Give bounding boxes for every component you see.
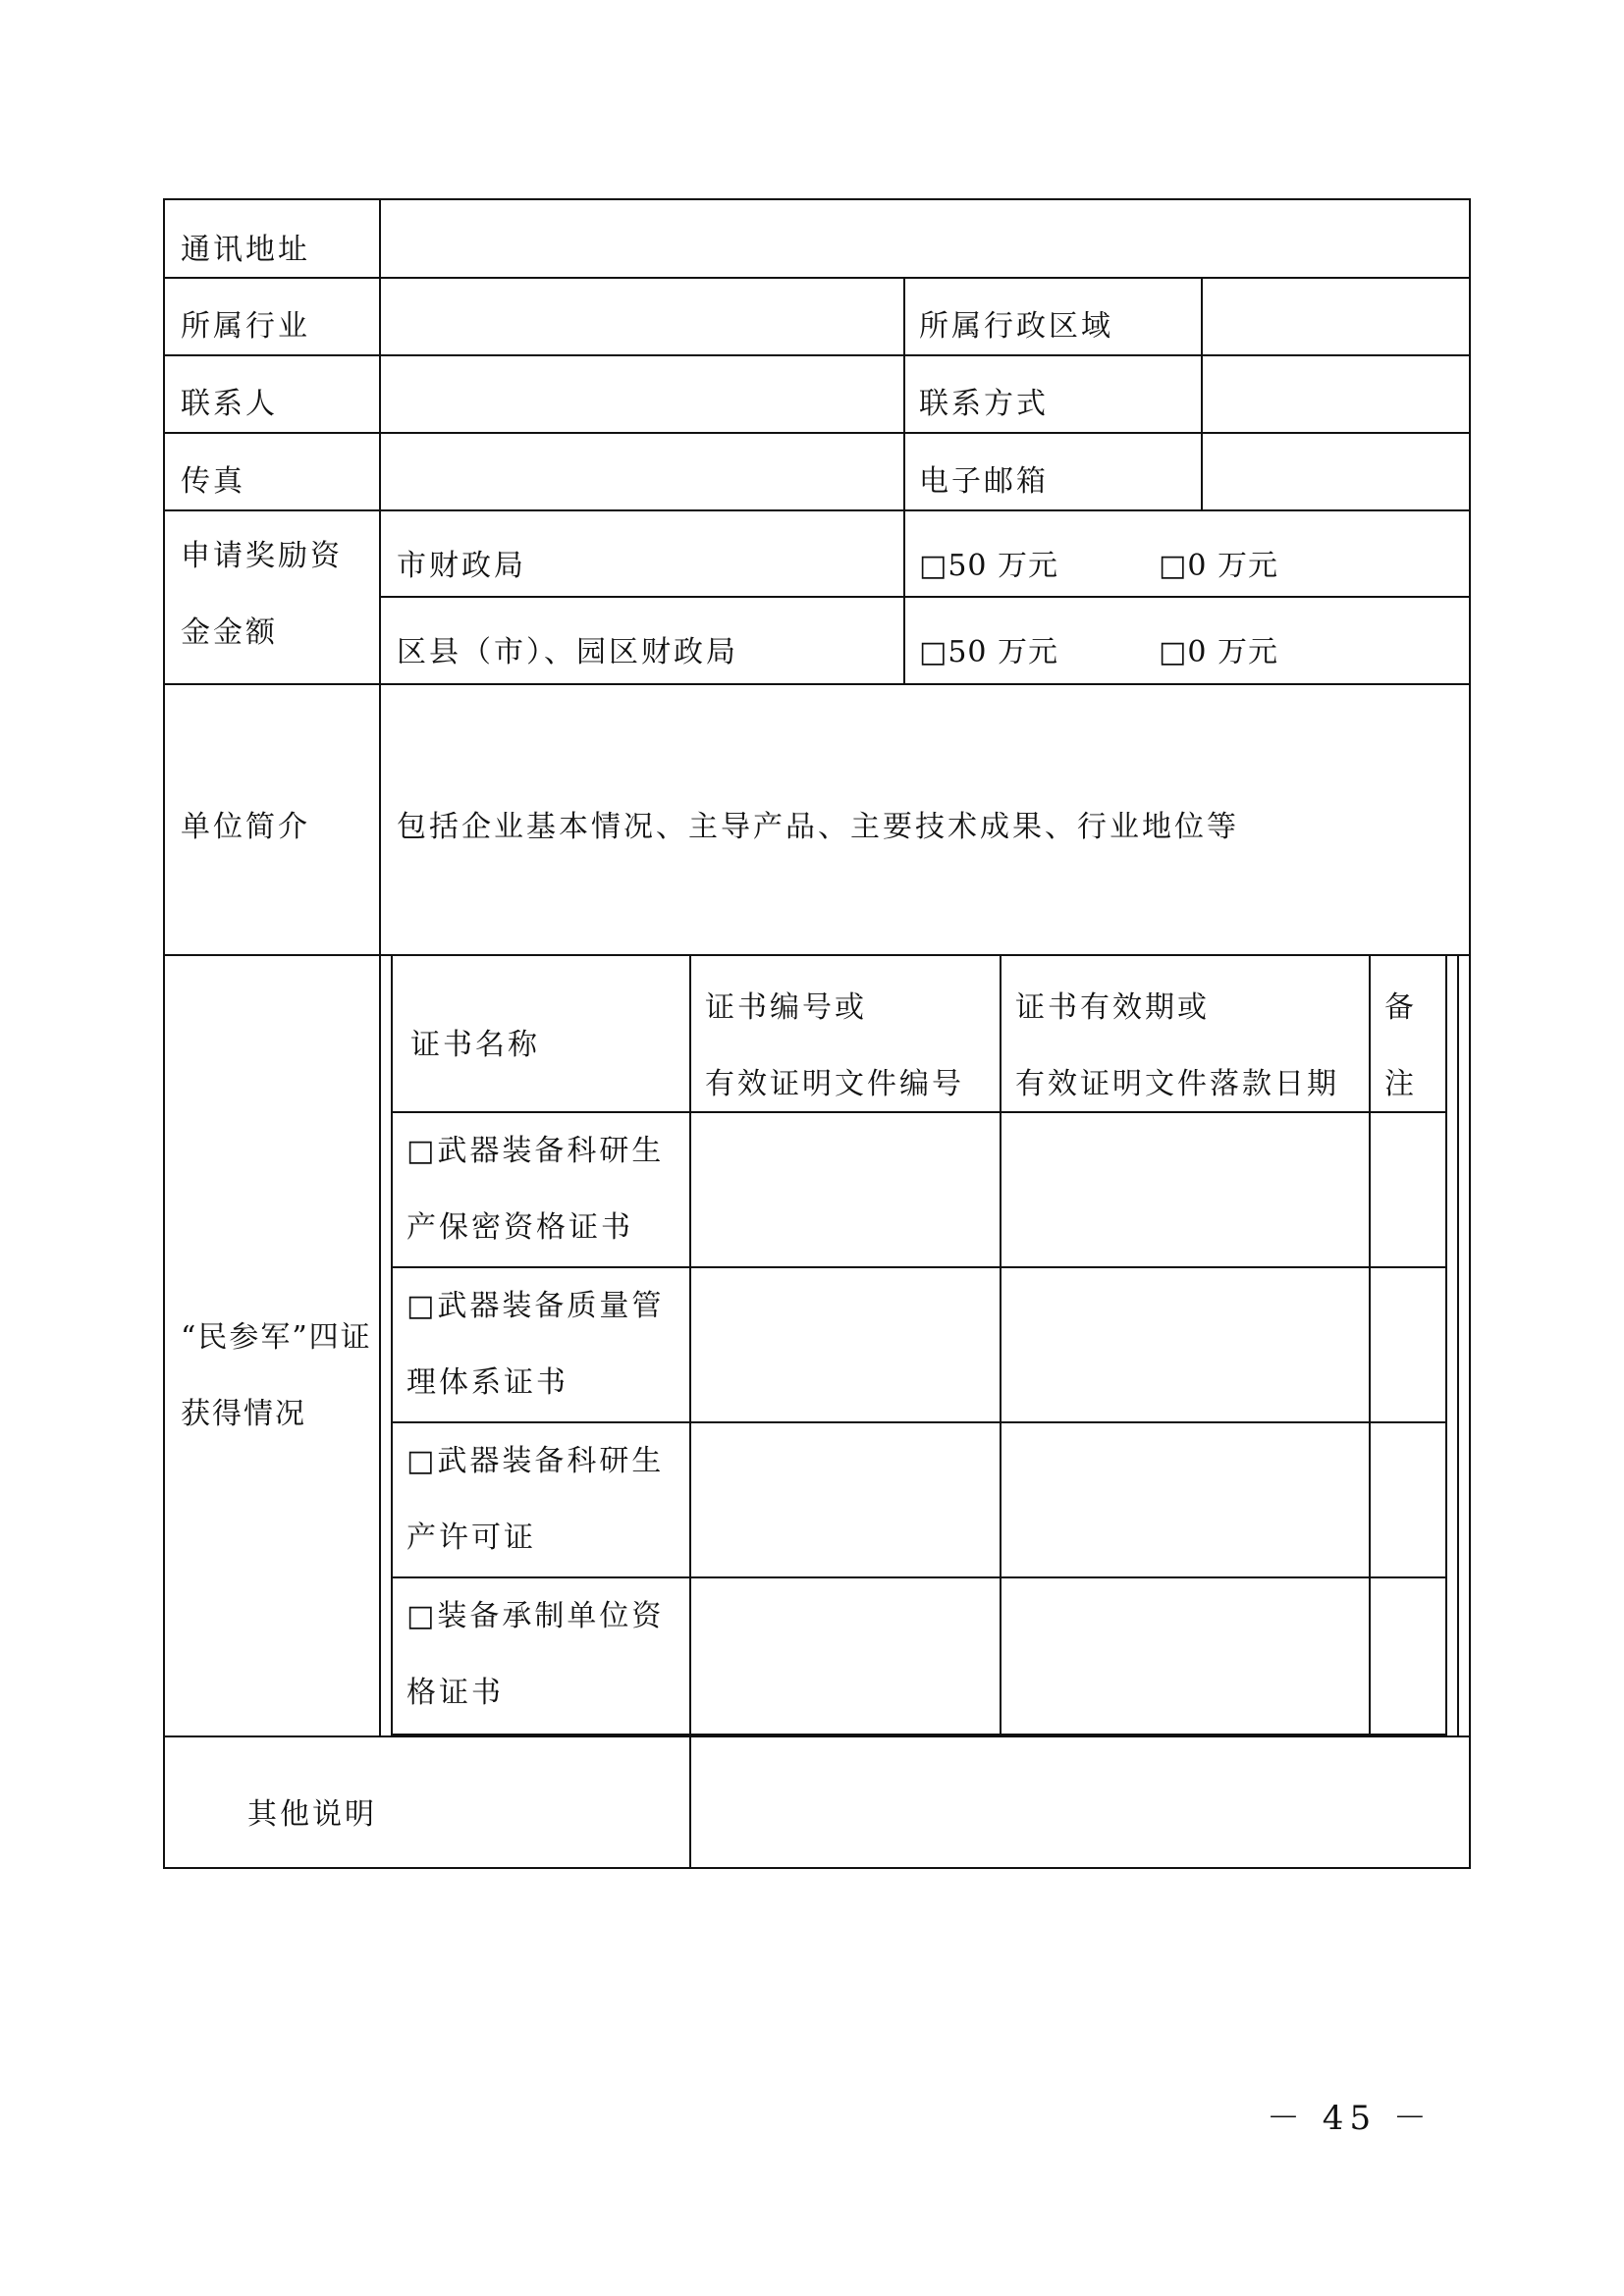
email-label: 电子邮箱 bbox=[919, 464, 1049, 499]
reward-amount-label: 申请奖励资金金额 bbox=[181, 539, 343, 650]
col-divider bbox=[903, 277, 905, 683]
cert-header-number-line2: 有效证明文件编号 bbox=[705, 1067, 964, 1101]
row-divider bbox=[165, 954, 1471, 956]
col-divider bbox=[689, 954, 691, 1735]
row-divider bbox=[391, 1734, 1445, 1735]
region-label: 所属行政区域 bbox=[919, 309, 1113, 344]
industry-label: 所属行业 bbox=[181, 309, 310, 344]
col-divider bbox=[379, 954, 381, 1735]
application-form-table bbox=[163, 198, 1471, 1869]
address-field[interactable] bbox=[381, 200, 1471, 277]
fax-field[interactable] bbox=[381, 434, 903, 509]
profile-label: 单位简介 bbox=[181, 810, 310, 844]
fax-label: 传真 bbox=[181, 464, 245, 499]
col-divider bbox=[1445, 954, 1447, 1735]
reward-district-option-50-checkbox[interactable]: □50 万元 bbox=[919, 635, 1059, 669]
address-label: 通讯地址 bbox=[181, 233, 310, 267]
col-divider bbox=[1369, 954, 1371, 1735]
row-divider bbox=[379, 596, 1471, 598]
reward-district-option-0-checkbox[interactable]: □0 万元 bbox=[1159, 635, 1278, 669]
profile-hint[interactable]: 包括企业基本情况、主导产品、主要技术成果、行业地位等 bbox=[397, 810, 1239, 844]
cert-header-remarks-line2: 注 bbox=[1384, 1067, 1417, 1101]
certificates-label: “民参军”四证获得情况 bbox=[181, 1320, 372, 1431]
region-field[interactable] bbox=[1203, 279, 1471, 354]
industry-field[interactable] bbox=[381, 279, 903, 354]
contact-method-field[interactable] bbox=[1203, 356, 1471, 432]
reward-city-option-0-checkbox[interactable]: □0 万元 bbox=[1159, 549, 1278, 583]
row-divider bbox=[165, 509, 1471, 511]
email-field[interactable] bbox=[1203, 434, 1471, 509]
cert-item-checkbox[interactable]: □武器装备质量管理体系证书 bbox=[406, 1289, 665, 1400]
reward-city-option-50-checkbox[interactable]: □50 万元 bbox=[919, 549, 1059, 583]
other-notes-field[interactable] bbox=[691, 1737, 1471, 1869]
contact-method-label: 联系方式 bbox=[919, 387, 1049, 421]
col-divider bbox=[1457, 954, 1459, 1735]
page-number: － 45 － bbox=[1267, 2099, 1433, 2138]
contact-person-label: 联系人 bbox=[181, 387, 278, 421]
cert-header-remarks-line1: 备 bbox=[1384, 990, 1417, 1025]
row-divider bbox=[165, 683, 1471, 685]
cert-item-checkbox[interactable]: □武器装备科研生产许可证 bbox=[406, 1444, 665, 1555]
reward-source-city: 市财政局 bbox=[397, 549, 526, 583]
cert-item-checkbox[interactable]: □装备承制单位资格证书 bbox=[406, 1599, 665, 1710]
cert-header-validity-line1: 证书有效期或 bbox=[1015, 990, 1210, 1025]
cert-header-number-line1: 证书编号或 bbox=[705, 990, 867, 1025]
cert-header-validity-line2: 有效证明文件落款日期 bbox=[1015, 1067, 1339, 1101]
col-divider bbox=[1000, 954, 1001, 1735]
reward-source-district: 区县（市）、园区财政局 bbox=[397, 635, 738, 669]
col-divider bbox=[391, 954, 393, 1735]
other-notes-label: 其他说明 bbox=[247, 1797, 377, 1832]
cert-header-name: 证书名称 bbox=[410, 1028, 540, 1062]
cert-item-checkbox[interactable]: □武器装备科研生产保密资格证书 bbox=[406, 1134, 665, 1245]
contact-person-field[interactable] bbox=[381, 356, 903, 432]
